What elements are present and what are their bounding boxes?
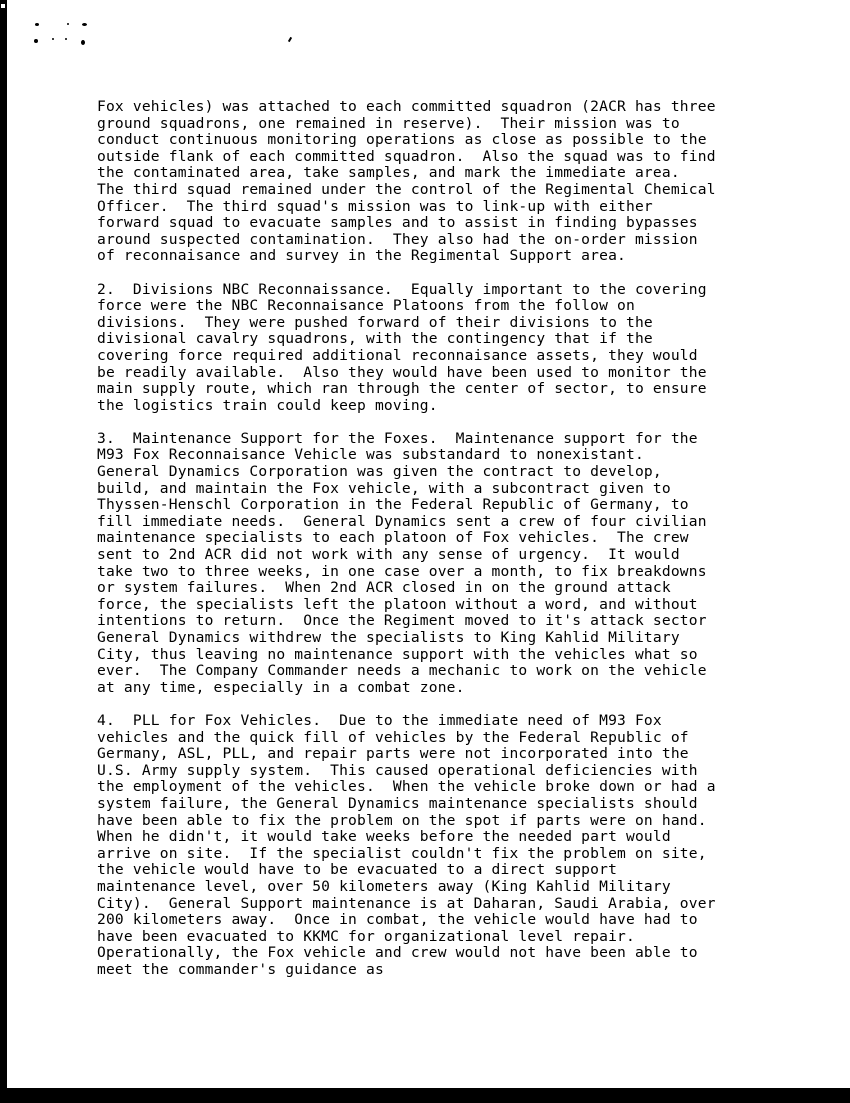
text-line: U.S. Army supply system. This caused operational deficiencies with (97, 761, 698, 779)
text-line: have been evacuated to KKMC for organizational level repair. (97, 927, 635, 945)
text-line: main supply route, which ran through the center of sector, to ensure (97, 380, 707, 398)
text-line: When he didn't, it would take weeks before the needed part would (97, 828, 671, 846)
text-line: General Dynamics Corporation was given the contract to develop, (97, 463, 662, 481)
text-line: Thyssen-Henschl Corporation in the Federal Republic of Germany, to (97, 496, 689, 514)
text-line: 2. Divisions NBC Reconnaissance. Equally important to the covering (97, 280, 707, 298)
text-line: take two to three weeks, in one case over a month, to fix breakdowns (97, 562, 707, 580)
paragraph-maintenance-support (97, 431, 847, 697)
text-line: the employment of the vehicles. When the vehicle broke down or had a (97, 778, 716, 796)
text-line: divisional cavalry squadrons, with the contingency that if the (97, 330, 653, 348)
text-line: General Dynamics withdrew the specialists to King Kahlid Military (97, 629, 680, 646)
text-line: around suspected contamination. They also had the on-order mission (97, 230, 698, 248)
text-line: intentions to return. Once the Regiment moved to it's attack sector (97, 612, 707, 630)
text-line: of reconnaisance and survey in the Regimental Support area. (97, 247, 627, 265)
scan-speck (82, 23, 87, 26)
text-line: 4. PLL for Fox Vehicles. Due to the immediate need of M93 Fox (97, 711, 662, 729)
text-line: Germany, ASL, PLL, and repair parts were not incorporated into the (97, 745, 689, 763)
scan-speck (67, 23, 69, 25)
scan-speck (288, 37, 292, 42)
text-line: City, thus leaving no maintenance support with the vehicles what so (97, 645, 698, 663)
text-line: sent to 2nd ACR did not work with any sense of urgency. It would (97, 546, 680, 564)
text-line: outside flank of each committed squadron. Also the squad was to find (97, 147, 716, 165)
text-line: The third squad remained under the control of the Regimental Chemical (97, 180, 716, 198)
text-line: force were the NBC Reconnaisance Platoons from the follow on (97, 297, 635, 315)
scan-bottom-border (0, 1088, 850, 1103)
text-line: covering force required additional reconnaisance assets, they would (97, 346, 698, 364)
text-line: M93 Fox Reconnaisance Vehicle was substandard to nonexistant. (97, 446, 644, 464)
text-line: ever. The Company Commander needs a mechanic to work on the vehicle (97, 662, 707, 680)
text-line: the vehicle would have to be evacuated to a direct support (97, 861, 618, 879)
scan-speck (34, 39, 38, 43)
text-line: Officer. The third squad's mission was to link-up with either (97, 197, 653, 215)
text-line: Operationally, the Fox vehicle and crew would not have been able to (97, 944, 698, 962)
text-line: system failure, the General Dynamics maintenance specialists should (97, 794, 698, 812)
text-line: force, the specialists left the platoon without a word, and without (97, 595, 698, 613)
document-body (97, 99, 847, 995)
text-line: have been able to fix the problem on the spot if parts were on hand. (97, 811, 707, 829)
text-line: conduct continuous monitoring operations as close as possible to the (97, 131, 707, 149)
text-line: arrive on site. If the specialist couldn't fix the problem on site, (97, 844, 707, 862)
scan-speck (81, 40, 85, 45)
scan-corner-mark (0, 3, 6, 9)
paragraph-pll-for-fox-vehicles (97, 713, 847, 979)
scan-left-border (0, 0, 7, 1103)
text-line: maintenance level, over 50 kilometers away (King Kahlid Military (97, 877, 671, 895)
text-line: vehicles and the quick fill of vehicles by the Federal Republic of (97, 728, 689, 746)
text-line: 200 kilometers away. Once in combat, the vehicle would have had to (97, 911, 698, 929)
text-line: ground squadrons, one remained in reserve). Their mission was to (97, 114, 680, 132)
scan-speck (35, 23, 39, 26)
text-line: build, and maintain the Fox vehicle, with a subcontract given to (97, 479, 671, 497)
text-line: the logistics train could keep moving. (97, 396, 438, 414)
text-line: meet the commander's guidance as (97, 960, 384, 978)
text-line: divisions. They were pushed forward of their divisions to the (97, 313, 653, 331)
text-line: maintenance specialists to each platoon of Fox vehicles. The crew (97, 529, 689, 547)
text-line: Fox vehicles) was attached to each committed squadron (2ACR has three (97, 98, 716, 115)
scan-speck (65, 38, 67, 40)
paragraph-divisions-nbc-reconnaissance (97, 282, 847, 415)
text-line: forward squad to evacuate samples and to assist in finding bypasses (97, 214, 698, 232)
text-line: be readily available. Also they would have been used to monitor the (97, 363, 707, 381)
text-line: at any time, especially in a combat zone. (97, 678, 465, 696)
text-line: City). General Support maintenance is at Daharan, Saudi Arabia, over (97, 894, 716, 912)
text-line: or system failures. When 2nd ACR closed in on the ground attack (97, 579, 671, 597)
scan-speck (52, 38, 54, 40)
paragraph-continuation (97, 99, 847, 265)
text-line: 3. Maintenance Support for the Foxes. Maintenance support for the (97, 429, 698, 447)
text-line: the contaminated area, take samples, and mark the immediate area. (97, 164, 680, 182)
text-line: fill immediate needs. General Dynamics sent a crew of four civilian (97, 512, 707, 530)
